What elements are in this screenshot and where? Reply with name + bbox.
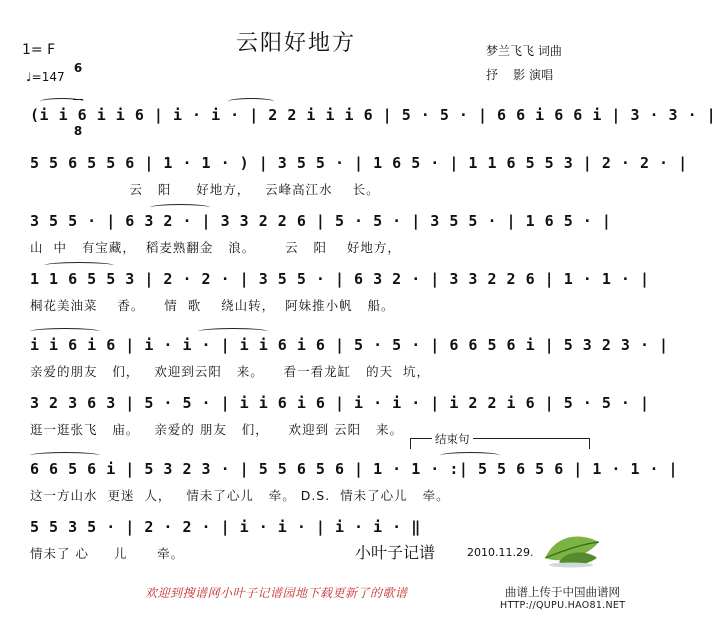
- tempo-marking: ♩=147: [26, 70, 65, 84]
- score-line-2-notes: 5 5 6 5 5 6 | 1 · 1 · ) | 3 5 5 · | 1 6 5 · | 1 1 6 5 5 3 | 2 · 2 · |: [30, 154, 688, 172]
- score-line-2-lyrics: 云 阳 好地方， 云峰高江水 长。: [30, 182, 380, 197]
- score-line-8-notes: 5 5 3 5 · | 2 · 2 · | i · i · | i · i · ‖: [30, 518, 421, 536]
- song-title: 云阳好地方: [236, 31, 357, 56]
- time-numerator: 6: [73, 61, 83, 75]
- transcriber-signature: 小叶子记谱: [355, 543, 436, 562]
- slur-mark: [44, 262, 114, 269]
- slur-mark: [30, 452, 100, 459]
- score-line-3-notes: 3 5 5 · | 6 3 2 · | 3 3 2 2 6 | 5 · 5 · | 3 5 5 · | 1 6 5 · |: [30, 212, 612, 230]
- footer-note: 欢迎到搜谱网小叶子记谱园地下载更新了的歌谱: [145, 586, 408, 600]
- ending-label: 结束句: [432, 431, 473, 447]
- slur-mark: [228, 98, 274, 105]
- score-line-7-notes: 6 6 5 6 i | 5 3 2 3 · | 5 5 6 5 6 | 1 · 1 · :| 5 5 6 5 6 | 1 · 1 · |: [30, 460, 679, 478]
- score-line-6-notes: 3 2 3 6 3 | 5 · 5 · | i i 6 i 6 | i · i · | i 2 2 i 6 | 5 · 5 · |: [30, 394, 650, 412]
- time-signature: [73, 38, 83, 149]
- key-signature: 1= F: [22, 42, 56, 58]
- slur-mark: [150, 204, 210, 211]
- lyricist-credit: 梦兰飞飞 词曲: [486, 44, 562, 58]
- score-line-5-lyrics: 亲爱的朋友 们， 欢迎到云阳 来。 看一看龙缸 的天 坑，: [30, 364, 431, 379]
- watermark-title: 曲谱上传于中国曲谱网: [505, 585, 620, 599]
- score-line-4-lyrics: 桐花美油菜 香。 情 歌 绕山转， 阿妹推小帆 船。: [30, 298, 395, 313]
- score-line-6-lyrics: 逛一逛张飞 庙。 亲爱的 朋友 们， 欢迎到 云阳 来。: [30, 422, 404, 437]
- tea-leaf-icon: [537, 528, 607, 568]
- time-denominator: 8: [73, 124, 83, 138]
- score-line-5-notes: i i 6 i 6 | i · i · | i i 6 i 6 | 5 · 5 · | 6 6 5 6 i | 5 3 2 3 · |: [30, 336, 669, 354]
- transcription-date: 2010.11.29.: [467, 546, 534, 559]
- slur-mark: [440, 452, 500, 459]
- score-line-1-notes: (i i 6 i i 6 | i · i · | 2 2 i i i 6 | 5 · 5 · | 6 6 i 6 6 i | 3 · 3 · |: [30, 106, 716, 124]
- slur-mark: [40, 98, 84, 105]
- singer-credit: 抒 影 演唱: [486, 68, 554, 82]
- slur-mark: [30, 328, 100, 335]
- score-line-4-notes: 1 1 6 5 5 3 | 2 · 2 · | 3 5 5 · | 6 3 2 · | 3 3 2 2 6 | 1 · 1 · |: [30, 270, 650, 288]
- score-line-7-lyrics: 这一方山水 更迷 人， 情未了心儿 牵。 D.S. 情未了心儿 牵。: [30, 488, 450, 503]
- watermark-url: HTTP://QUPU.HAO81.NET: [500, 600, 626, 611]
- score-line-3-lyrics: 山 中 有宝藏， 稻麦熟翻金 浪。 云 阳 好地方，: [30, 240, 401, 255]
- slur-mark: [198, 328, 268, 335]
- score-line-8-lyrics: 情未了 心 儿 牵。: [30, 546, 185, 561]
